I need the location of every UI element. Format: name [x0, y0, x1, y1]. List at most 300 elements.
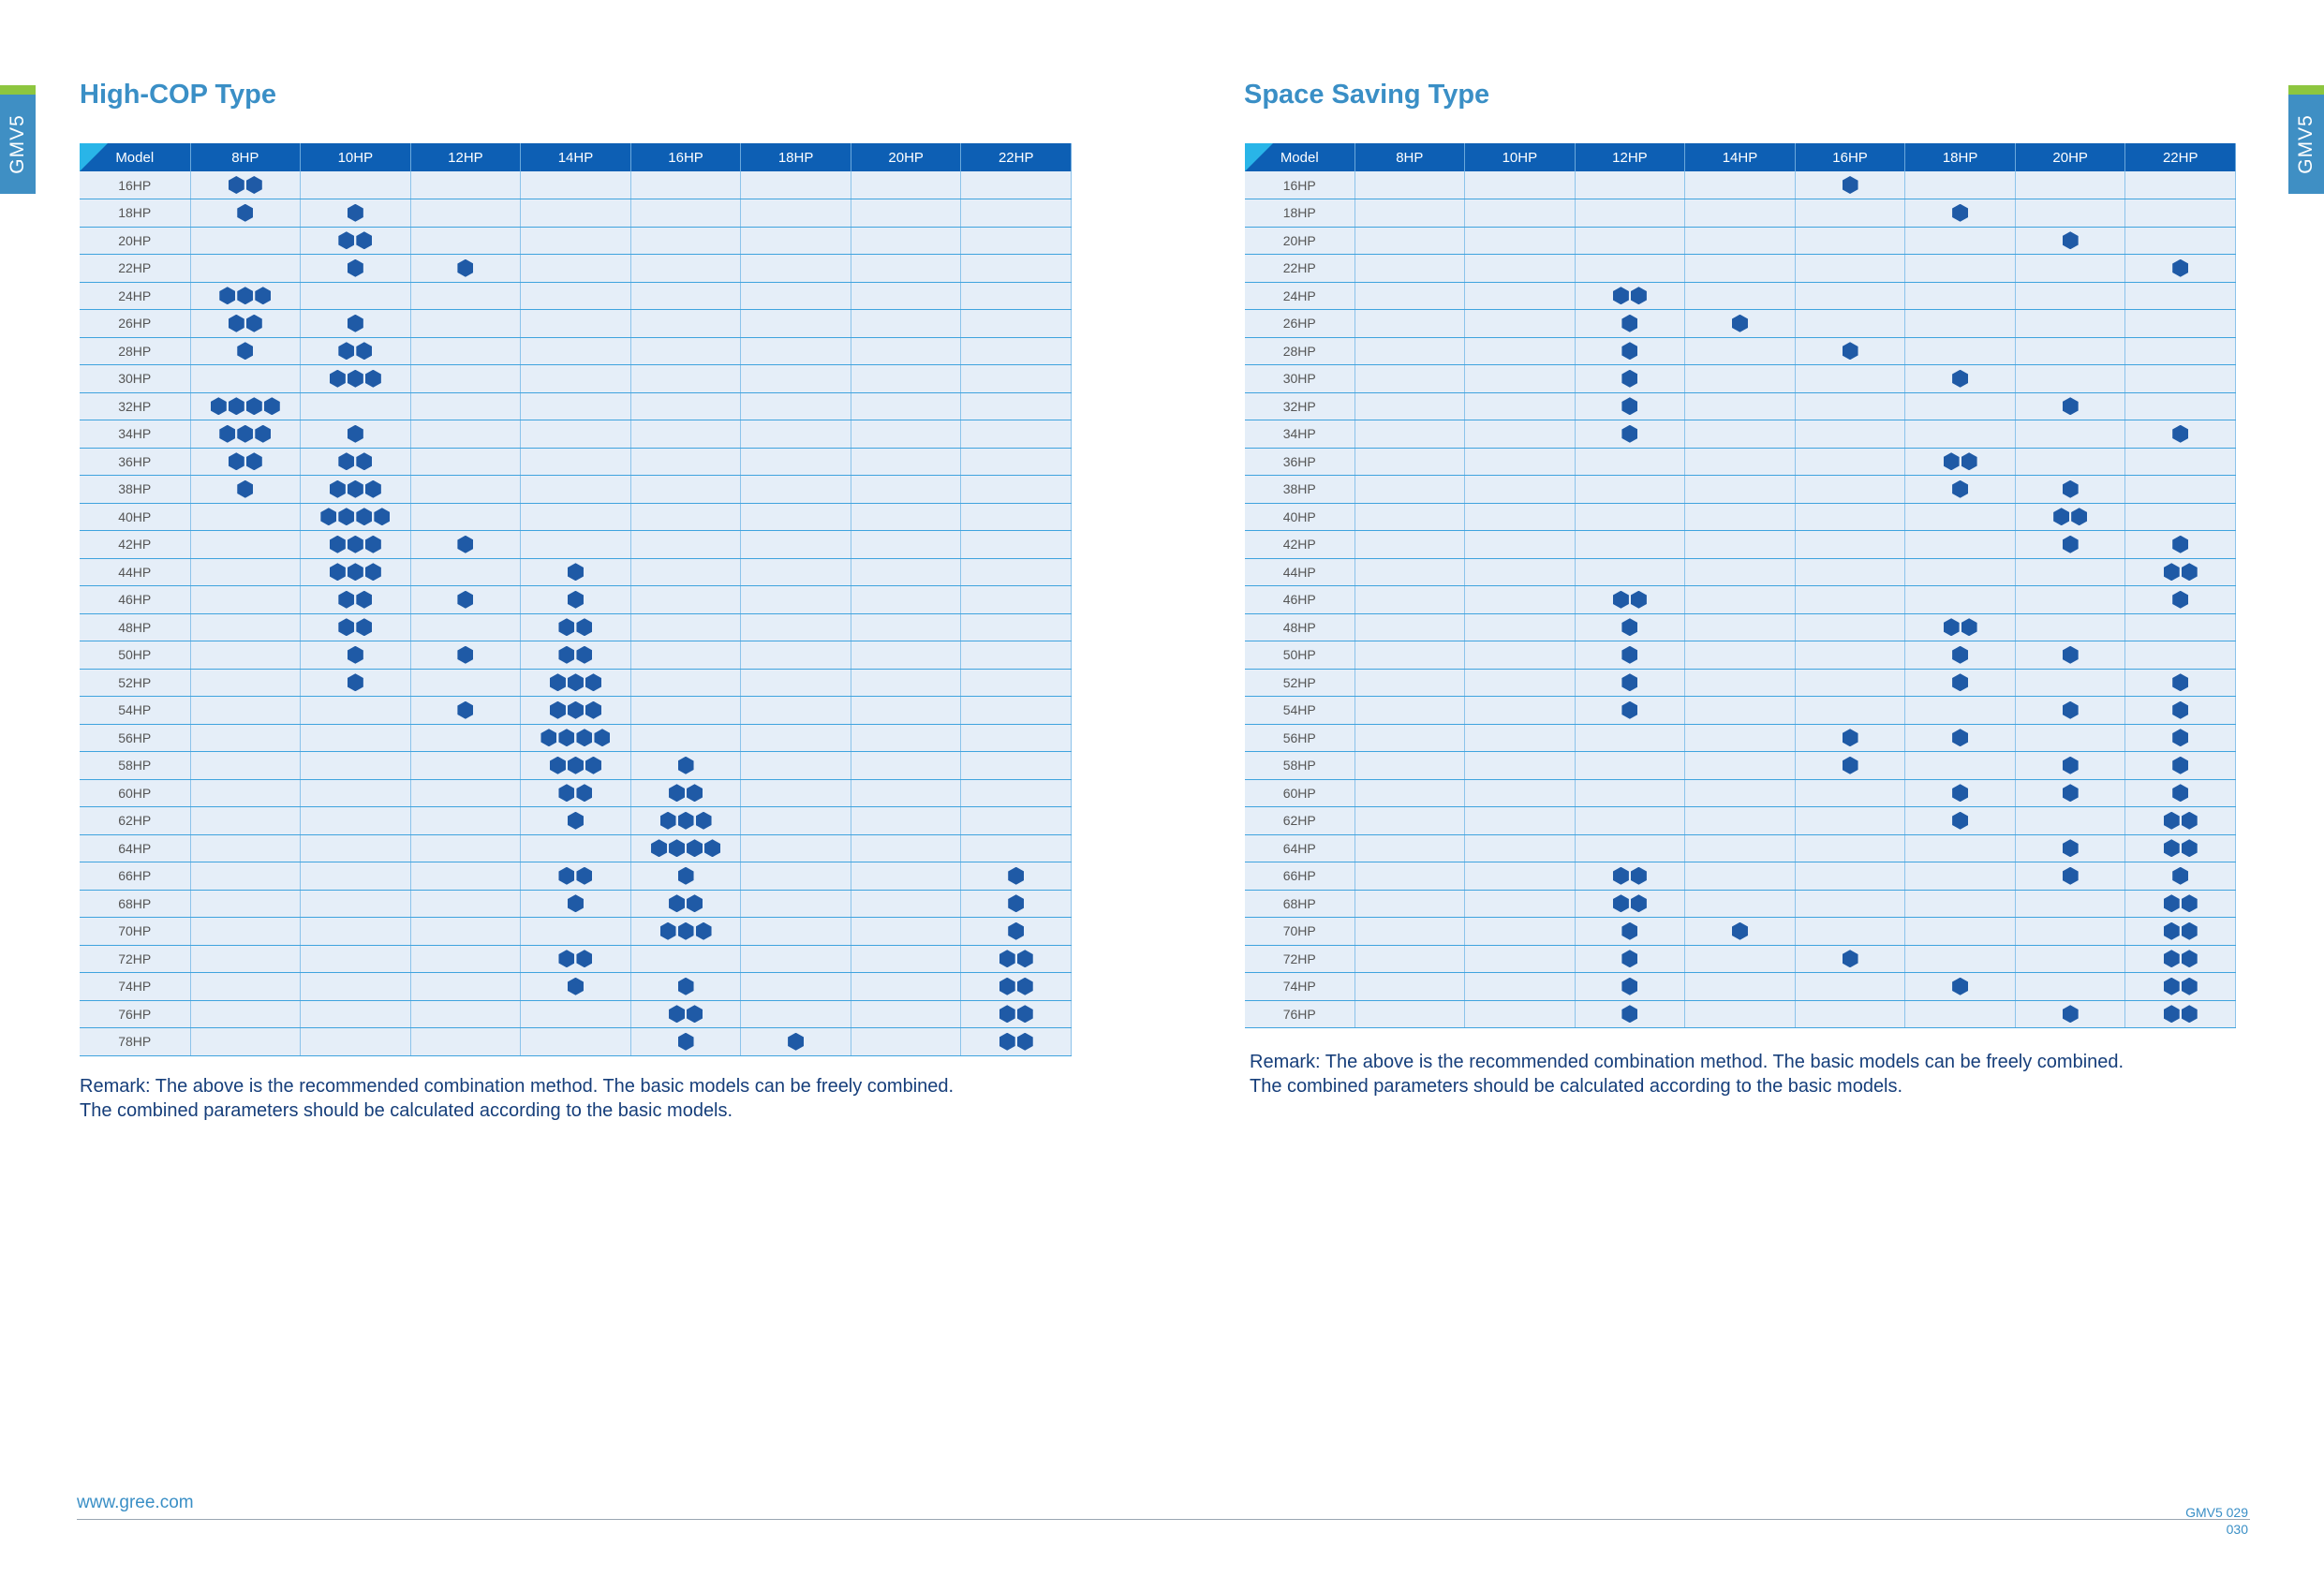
unit-count-cell	[1354, 834, 1465, 862]
unit-count-cell	[2015, 476, 2125, 504]
hexagon-unit-icon	[550, 701, 566, 719]
hexagon-unit-icon	[356, 452, 372, 470]
unit-count-cell	[1685, 199, 1796, 228]
unit-count-cell	[1905, 834, 2016, 862]
side-tab-label: GMV5	[2295, 114, 2317, 174]
unit-count-cell	[1685, 476, 1796, 504]
unit-count-cell	[630, 752, 741, 780]
unit-count-cell	[741, 724, 851, 752]
unit-count-cell	[1685, 641, 1796, 670]
unit-count-cell	[521, 476, 631, 504]
header-22hp: 22HP	[961, 143, 1072, 171]
unit-count-cell	[851, 834, 961, 862]
unit-count-cell	[1575, 613, 1685, 641]
unit-count-cell	[2015, 310, 2125, 338]
unit-count-cell	[2125, 613, 2236, 641]
hexagon-unit-icon	[576, 867, 592, 885]
hexagon-unit-icon	[365, 536, 381, 553]
hexagon-unit-icon	[594, 729, 610, 746]
unit-count-cell	[741, 365, 851, 393]
table-row	[1245, 973, 2236, 1001]
hexagon-unit-icon	[246, 397, 262, 415]
table-row	[1245, 310, 2236, 338]
unit-count-cell	[1685, 586, 1796, 614]
table-row	[1245, 779, 2236, 807]
table-row	[80, 862, 1072, 891]
unit-count-cell	[2015, 531, 2125, 559]
unit-count-cell	[851, 586, 961, 614]
unit-count-cell	[1465, 420, 1576, 449]
header-14hp: 14HP	[521, 143, 631, 171]
hexagon-unit-icon	[1613, 867, 1629, 885]
unit-count-cell	[1905, 476, 2016, 504]
unit-count-cell	[410, 531, 521, 559]
unit-count-cell	[1465, 586, 1576, 614]
unit-count-cell	[410, 973, 521, 1001]
hexagon-unit-icon	[696, 922, 712, 940]
hexagon-unit-icon	[2172, 757, 2188, 774]
unit-count-cell	[190, 945, 301, 973]
unit-count-cell	[1354, 807, 1465, 835]
hexagon-unit-icon	[2182, 563, 2198, 581]
table-row	[1245, 420, 2236, 449]
table-row	[1245, 476, 2236, 504]
unit-count-cell	[190, 1028, 301, 1056]
table-row	[80, 448, 1072, 476]
unit-count-cell	[1465, 476, 1576, 504]
unit-count-cell	[190, 586, 301, 614]
unit-count-cell	[1685, 918, 1796, 946]
unit-count-cell	[410, 586, 521, 614]
hexagon-unit-icon	[550, 673, 566, 691]
unit-count-cell	[630, 862, 741, 891]
unit-count-cell	[301, 752, 411, 780]
unit-count-cell	[190, 807, 301, 835]
hexagon-unit-icon	[558, 646, 574, 664]
unit-count-cell	[741, 586, 851, 614]
unit-count-cell	[1795, 834, 1905, 862]
unit-count-cell	[741, 392, 851, 420]
unit-count-cell	[851, 862, 961, 891]
table-row	[80, 1000, 1072, 1028]
hexagon-unit-icon	[348, 315, 363, 332]
unit-count-cell	[521, 282, 631, 310]
unit-count-cell	[1354, 973, 1465, 1001]
table-row	[1245, 282, 2236, 310]
unit-count-cell	[1465, 199, 1576, 228]
unit-count-cell	[1575, 890, 1685, 918]
hexagon-unit-icon	[219, 287, 235, 304]
unit-count-cell	[410, 945, 521, 973]
unit-count-cell	[851, 531, 961, 559]
hexagon-unit-icon	[687, 784, 703, 802]
unit-count-cell	[410, 448, 521, 476]
unit-count-cell	[301, 531, 411, 559]
hexagon-unit-icon	[365, 480, 381, 498]
unit-count-cell	[1465, 1000, 1576, 1028]
unit-count-cell	[2125, 476, 2236, 504]
unit-count-cell	[741, 448, 851, 476]
unit-count-cell	[1575, 337, 1685, 365]
unit-count-cell	[2125, 918, 2236, 946]
hexagon-unit-icon	[568, 894, 584, 912]
unit-count-cell	[521, 448, 631, 476]
unit-count-cell	[521, 918, 631, 946]
unit-count-cell	[961, 1000, 1072, 1028]
unit-count-cell	[961, 199, 1072, 228]
unit-count-cell	[1795, 613, 1905, 641]
table-row	[1245, 199, 2236, 228]
unit-count-cell	[1575, 171, 1685, 199]
unit-count-cell	[1354, 337, 1465, 365]
unit-count-cell	[1575, 392, 1685, 420]
model-cell: 64HP	[80, 834, 190, 862]
unit-count-cell	[1685, 420, 1796, 449]
unit-count-cell	[1354, 669, 1465, 697]
unit-count-cell	[741, 503, 851, 531]
hexagon-unit-icon	[2164, 950, 2180, 967]
unit-count-cell	[1354, 1000, 1465, 1028]
unit-count-cell	[1465, 448, 1576, 476]
hexagon-unit-icon	[678, 922, 694, 940]
unit-count-cell	[1354, 531, 1465, 559]
model-cell: 16HP	[80, 171, 190, 199]
hexagon-unit-icon	[1952, 673, 1968, 691]
unit-count-cell	[190, 752, 301, 780]
hexagon-unit-icon	[237, 342, 253, 360]
unit-count-cell	[1905, 448, 2016, 476]
table-row	[80, 973, 1072, 1001]
hexagon-unit-icon	[1952, 480, 1968, 498]
unit-count-cell	[410, 199, 521, 228]
hexagon-unit-icon	[1952, 812, 1968, 830]
table-row	[1245, 669, 2236, 697]
unit-count-cell	[1795, 365, 1905, 393]
hexagon-unit-icon	[576, 784, 592, 802]
hexagon-unit-icon	[338, 618, 354, 636]
unit-count-cell	[2125, 558, 2236, 586]
footer-divider	[77, 1519, 2250, 1520]
table-row	[1245, 586, 2236, 614]
unit-count-cell	[521, 973, 631, 1001]
unit-count-cell	[851, 199, 961, 228]
unit-count-cell	[1354, 282, 1465, 310]
unit-count-cell	[1905, 199, 2016, 228]
hexagon-unit-icon	[576, 950, 592, 967]
unit-count-cell	[190, 420, 301, 449]
model-cell: 52HP	[1245, 669, 1354, 697]
unit-count-cell	[301, 392, 411, 420]
unit-count-cell	[961, 531, 1072, 559]
hexagon-unit-icon	[678, 757, 694, 774]
unit-count-cell	[1354, 752, 1465, 780]
hexagon-unit-icon	[338, 591, 354, 609]
unit-count-cell	[851, 807, 961, 835]
unit-count-cell	[2125, 697, 2236, 725]
unit-count-cell	[741, 669, 851, 697]
model-cell: 48HP	[80, 613, 190, 641]
unit-count-cell	[190, 503, 301, 531]
header-model	[80, 143, 190, 171]
unit-count-cell	[2015, 448, 2125, 476]
hexagon-unit-icon	[348, 563, 363, 581]
unit-count-cell	[190, 669, 301, 697]
table-row	[80, 171, 1072, 199]
hexagon-unit-icon	[2172, 425, 2188, 443]
model-cell: 26HP	[80, 310, 190, 338]
hexagon-unit-icon	[338, 342, 354, 360]
unit-count-cell	[2125, 862, 2236, 891]
unit-count-cell	[851, 1028, 961, 1056]
table-row	[1245, 255, 2236, 283]
unit-count-cell	[190, 531, 301, 559]
unit-count-cell	[1575, 255, 1685, 283]
model-cell: 24HP	[1245, 282, 1354, 310]
unit-count-cell	[851, 724, 961, 752]
unit-count-cell	[2015, 807, 2125, 835]
unit-count-cell	[190, 973, 301, 1001]
unit-count-cell	[1685, 531, 1796, 559]
model-cell: 18HP	[1245, 199, 1354, 228]
hexagon-unit-icon	[348, 204, 363, 222]
header-label: Model	[115, 149, 155, 166]
unit-count-cell	[630, 641, 741, 670]
table-row	[1245, 337, 2236, 365]
unit-count-cell	[851, 669, 961, 697]
table-row	[80, 310, 1072, 338]
unit-count-cell	[410, 171, 521, 199]
unit-count-cell	[1354, 392, 1465, 420]
model-cell: 52HP	[80, 669, 190, 697]
unit-count-cell	[1465, 779, 1576, 807]
unit-count-cell	[2015, 918, 2125, 946]
hexagon-unit-icon	[1843, 950, 1858, 967]
unit-count-cell	[961, 365, 1072, 393]
unit-count-cell	[961, 752, 1072, 780]
remark-line: The combined parameters should be calculated according to the basic models.	[80, 1100, 733, 1121]
table-row	[1245, 558, 2236, 586]
footer-url-link[interactable]: www.gree.com	[77, 1493, 194, 1512]
unit-count-cell	[1795, 586, 1905, 614]
unit-count-cell	[851, 337, 961, 365]
unit-count-cell	[1795, 255, 1905, 283]
model-cell: 72HP	[1245, 945, 1354, 973]
hexagon-unit-icon	[999, 950, 1015, 967]
header-16hp: 16HP	[1795, 143, 1905, 171]
unit-count-cell	[961, 558, 1072, 586]
hexagon-unit-icon	[2164, 812, 2180, 830]
model-cell: 76HP	[80, 1000, 190, 1028]
hexagon-unit-icon	[2063, 1005, 2079, 1023]
unit-count-cell	[2125, 531, 2236, 559]
hexagon-unit-icon	[2182, 839, 2198, 857]
unit-count-cell	[1575, 669, 1685, 697]
table-row	[80, 945, 1072, 973]
hexagon-unit-icon	[585, 701, 601, 719]
unit-count-cell	[741, 310, 851, 338]
model-cell: 34HP	[80, 420, 190, 449]
table-row	[80, 613, 1072, 641]
unit-count-cell	[851, 448, 961, 476]
unit-count-cell	[851, 227, 961, 255]
unit-count-cell	[630, 448, 741, 476]
hexagon-unit-icon	[330, 370, 346, 388]
unit-count-cell	[630, 310, 741, 338]
hexagon-unit-icon	[1952, 729, 1968, 746]
hexagon-unit-icon	[1017, 1005, 1033, 1023]
unit-count-cell	[961, 669, 1072, 697]
unit-count-cell	[301, 613, 411, 641]
unit-count-cell	[741, 255, 851, 283]
unit-count-cell	[1465, 807, 1576, 835]
unit-count-cell	[851, 420, 961, 449]
unit-count-cell	[1905, 779, 2016, 807]
hexagon-unit-icon	[1952, 204, 1968, 222]
hexagon-unit-icon	[1017, 950, 1033, 967]
unit-count-cell	[521, 834, 631, 862]
model-cell: 62HP	[80, 807, 190, 835]
unit-count-cell	[1354, 945, 1465, 973]
unit-count-cell	[741, 641, 851, 670]
unit-count-cell	[1575, 779, 1685, 807]
hexagon-unit-icon	[1621, 950, 1637, 967]
hexagon-unit-icon	[330, 536, 346, 553]
unit-count-cell	[2125, 448, 2236, 476]
unit-count-cell	[2125, 282, 2236, 310]
unit-count-cell	[1354, 779, 1465, 807]
hexagon-unit-icon	[550, 757, 566, 774]
unit-count-cell	[630, 834, 741, 862]
unit-count-cell	[521, 669, 631, 697]
hexagon-unit-icon	[558, 618, 574, 636]
hexagon-unit-icon	[229, 176, 244, 194]
hexagon-unit-icon	[338, 452, 354, 470]
hexagon-unit-icon	[1613, 894, 1629, 912]
model-cell: 30HP	[80, 365, 190, 393]
unit-count-cell	[190, 199, 301, 228]
table-row	[1245, 862, 2236, 891]
header-label: Model	[1280, 149, 1319, 166]
page-numbers	[2185, 1504, 2248, 1538]
hexagon-unit-icon	[348, 536, 363, 553]
model-cell: 64HP	[1245, 834, 1354, 862]
header-model	[1245, 143, 1354, 171]
unit-count-cell	[410, 337, 521, 365]
unit-count-cell	[1575, 697, 1685, 725]
unit-count-cell	[410, 227, 521, 255]
table-row	[1245, 1000, 2236, 1028]
model-cell: 78HP	[80, 1028, 190, 1056]
unit-count-cell	[2015, 586, 2125, 614]
unit-count-cell	[521, 531, 631, 559]
unit-count-cell	[1795, 392, 1905, 420]
unit-count-cell	[2125, 973, 2236, 1001]
unit-count-cell	[2125, 752, 2236, 780]
unit-count-cell	[301, 697, 411, 725]
unit-count-cell	[630, 807, 741, 835]
unit-count-cell	[1685, 862, 1796, 891]
unit-count-cell	[190, 365, 301, 393]
unit-count-cell	[301, 420, 411, 449]
unit-count-cell	[2015, 752, 2125, 780]
unit-count-cell	[2015, 669, 2125, 697]
hexagon-unit-icon	[1613, 591, 1629, 609]
model-cell: 28HP	[1245, 337, 1354, 365]
unit-count-cell	[190, 282, 301, 310]
table-row	[80, 669, 1072, 697]
header-8hp: 8HP	[190, 143, 301, 171]
hexagon-unit-icon	[2182, 894, 2198, 912]
table-row	[80, 586, 1072, 614]
model-cell: 42HP	[1245, 531, 1354, 559]
hexagon-unit-icon	[568, 673, 584, 691]
hexagon-unit-icon	[1621, 978, 1637, 995]
unit-count-cell	[2015, 641, 2125, 670]
model-cell: 54HP	[1245, 697, 1354, 725]
unit-count-cell	[1685, 392, 1796, 420]
header-18hp: 18HP	[1905, 143, 2016, 171]
hexagon-unit-icon	[1621, 673, 1637, 691]
unit-count-cell	[1575, 365, 1685, 393]
unit-count-cell	[1905, 724, 2016, 752]
unit-count-cell	[190, 779, 301, 807]
model-cell: 44HP	[1245, 558, 1354, 586]
unit-count-cell	[1795, 890, 1905, 918]
hexagon-unit-icon	[348, 259, 363, 277]
unit-count-cell	[1575, 752, 1685, 780]
unit-count-cell	[301, 476, 411, 504]
unit-count-cell	[1575, 862, 1685, 891]
hexagon-unit-icon	[2071, 508, 2087, 525]
unit-count-cell	[1465, 641, 1576, 670]
unit-count-cell	[1465, 558, 1576, 586]
hexagon-unit-icon	[1621, 701, 1637, 719]
unit-count-cell	[1795, 310, 1905, 338]
table-row	[80, 752, 1072, 780]
unit-count-cell	[1465, 337, 1576, 365]
unit-count-cell	[851, 752, 961, 780]
unit-count-cell	[1575, 227, 1685, 255]
unit-count-cell	[190, 697, 301, 725]
unit-count-cell	[1354, 697, 1465, 725]
hexagon-unit-icon	[558, 729, 574, 746]
table-row	[80, 1028, 1072, 1056]
unit-count-cell	[2015, 1000, 2125, 1028]
unit-count-cell	[1905, 171, 2016, 199]
model-cell: 26HP	[1245, 310, 1354, 338]
unit-count-cell	[1795, 558, 1905, 586]
unit-count-cell	[301, 779, 411, 807]
model-cell: 60HP	[1245, 779, 1354, 807]
unit-count-cell	[961, 227, 1072, 255]
unit-count-cell	[2125, 834, 2236, 862]
unit-count-cell	[1795, 282, 1905, 310]
table-row	[80, 476, 1072, 504]
table-row	[80, 365, 1072, 393]
hexagon-unit-icon	[356, 342, 372, 360]
unit-count-cell	[1905, 862, 2016, 891]
hexagon-unit-icon	[211, 397, 227, 415]
unit-count-cell	[1465, 862, 1576, 891]
unit-count-cell	[2015, 890, 2125, 918]
model-cell: 32HP	[80, 392, 190, 420]
unit-count-cell	[741, 862, 851, 891]
unit-count-cell	[1905, 337, 2016, 365]
header-18hp: 18HP	[741, 143, 851, 171]
unit-count-cell	[2015, 282, 2125, 310]
hexagon-unit-icon	[678, 867, 694, 885]
hexagon-unit-icon	[1631, 287, 1647, 304]
